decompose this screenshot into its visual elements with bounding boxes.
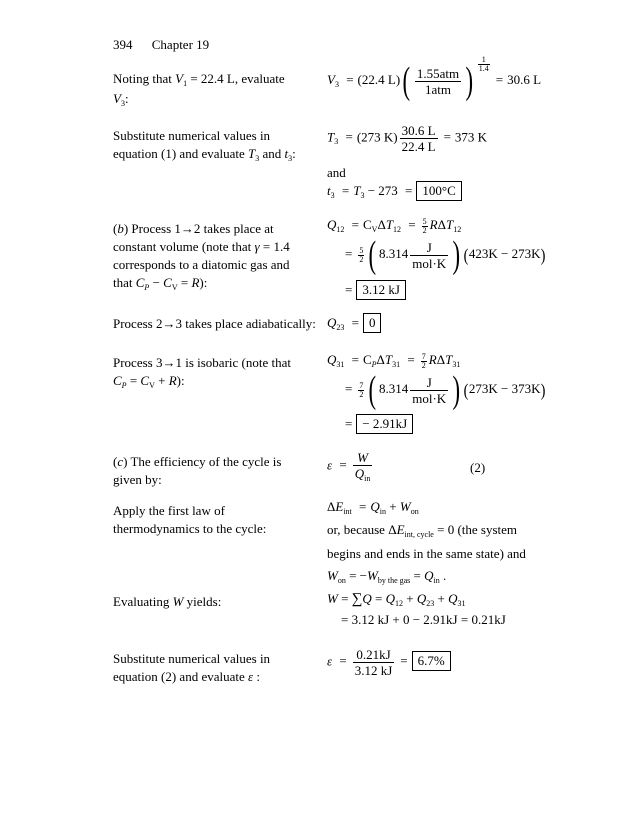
page-number: 394	[113, 37, 133, 52]
answer-t3: 100°C	[416, 181, 461, 201]
result-w: 0.21kJ	[471, 612, 506, 627]
eq-efficiency-def: ε = $\frac{W}{Q_{in}}$	[327, 450, 371, 483]
note-or-because: or, because	[327, 522, 385, 537]
eq-w-line1: $W = \sum Q = Q_{12} + Q_{23} + Q_{31}$	[327, 591, 466, 608]
note-state: (the system begins and ends in the same state) and	[327, 522, 526, 561]
row-4-text: Process 2→3 takes place adiabatically:	[113, 316, 316, 331]
eq-number-2: (2)	[470, 460, 486, 475]
eq-q31-line2: = $\frac{7}{2}$ ( 8.314 $\frac{J}{\text{mol·K}}$ ) (273K − 373K)	[345, 369, 546, 411]
eq-efficiency-value: ε = $\frac{0.21kJ}{3.12 kJ}$ = 6.7%	[327, 647, 451, 678]
answer-efficiency: 6.7%	[412, 651, 451, 671]
eq-q12-line1: $Q_{12} = C_V\Delta T_{12}$ = $\frac{5}{2}$ $R\Delta T_{12}$	[327, 216, 462, 235]
chapter-title: Chapter 19	[151, 37, 210, 52]
eq-first-law: $\Delta E_{int} = Q_{in} + W_{on}$	[327, 499, 419, 516]
row-3-text: (b) Process 1→2 takes place at constant volume (note that γ = 1.4 corresponds to a diatomic gas and that $C_P - C_V = R$):	[113, 221, 290, 292]
eq-q31-line1: $Q_{31} = C_P\Delta T_{31}$ = $\frac{7}{2}$ $R\Delta T_{31}$	[327, 351, 461, 370]
eq-v3: $V_3 = (22.4$ L)( $\frac{\text{1.55atm}}{\text{1atm}}$ ) $^{\frac{1}{1.4}}$ = 30.6 L	[327, 55, 542, 102]
row-8-text: Evaluating W yields:	[113, 594, 222, 609]
row-2-text: Substitute numerical values in equation (1) and evaluate $T_3$ and $t_3$:	[113, 128, 296, 163]
row-7-text: Apply the first law of thermodynamics to the cycle:	[113, 503, 267, 536]
and-label: and	[327, 165, 346, 180]
eq-q31-line3: = − 2.91kJ	[341, 414, 413, 434]
answer-q12: 3.12 kJ	[356, 280, 406, 300]
page-header	[113, 37, 209, 53]
eq-q12-line3: = 3.12 kJ	[341, 280, 406, 300]
eq-w-line2: = 3.12 kJ + 0 − 2.91kJ = 0.21kJ	[341, 612, 506, 627]
answer-q31: − 2.91kJ	[356, 414, 413, 434]
eq-t3: $T_3 = (273$ K) $\frac{30.6 L}{22.4 L}$ = 373 K	[327, 123, 488, 154]
answer-q23: 0	[363, 313, 382, 333]
eq-t3-celsius: $t_3 = T_3 - 273 = 100^\circ C$	[327, 181, 462, 201]
row-5-text: Process 3→1 is isobaric (note that $C_P = C_V + R$):	[113, 355, 291, 390]
first-law-note: or, because $\Delta E_{int, cycle} = 0$ (the system begins and ends in the same state) and $W_{on} = -W_{by the gas} = Q_{in}$ .	[327, 522, 526, 585]
row-1-text: Noting that $V_1 = 22.4$ L, evaluate $V_3$:	[113, 71, 285, 108]
eq-q12-line2: = $\frac{5}{2}$ ( 8.314 $\frac{J}{\text{mol·K}}$ ) (423K − 273K)	[345, 234, 546, 276]
row-9-text: Substitute numerical values in equation (2) and evaluate ε :	[113, 651, 271, 684]
eq-q23: $Q_{23} = 0$	[327, 313, 381, 333]
row-6-text: (c) The efficiency of the cycle is given by:	[113, 454, 282, 487]
